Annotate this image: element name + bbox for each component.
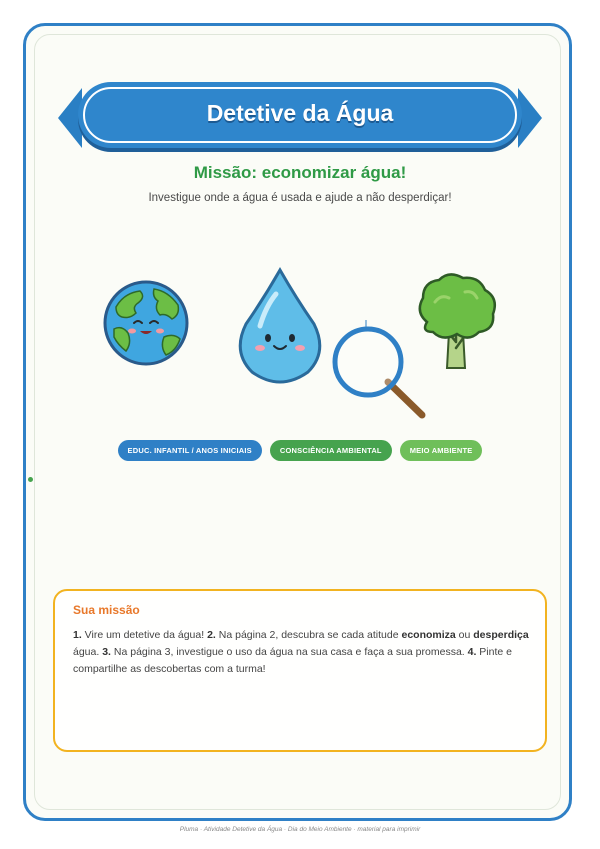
step-text: ou xyxy=(455,629,474,641)
title-banner xyxy=(58,82,542,154)
mission-box-text xyxy=(73,627,531,678)
subtitle: Investigue onde a água é usada e ajude a não desperdiçar! xyxy=(148,192,452,204)
earth-icon xyxy=(102,279,190,367)
step-text: água. xyxy=(73,646,103,658)
step-text: Na página 3, investigue o uso da água na sua casa e faça a sua promessa. xyxy=(110,646,468,658)
mission-box-title: Sua missão xyxy=(73,603,140,617)
tree-icon xyxy=(413,272,499,372)
decorative-dot xyxy=(28,477,33,482)
step-text: Pinte e compartilhe as descobertas com a turma! xyxy=(73,646,512,675)
water-drop-icon xyxy=(236,266,324,384)
step-number: 4. xyxy=(467,646,477,658)
footer: Pluma · Atividade Detetive da Água · Dia do Meio Ambiente · material para imprimir xyxy=(179,826,421,833)
step-number: 2. xyxy=(207,629,216,641)
emphasis-text: desperdiça xyxy=(473,629,529,641)
tag-educ-infantil: EDUC. INFANTIL / ANOS INICIAIS xyxy=(118,440,262,461)
mission-heading: Missão: economizar água! xyxy=(193,163,407,182)
tag-consciencia-ambiental: CONSCIÊNCIA AMBIENTAL xyxy=(270,440,392,461)
step-text: Na página 2, descubra se cada atitude xyxy=(215,629,402,641)
step-number: 3. xyxy=(102,646,111,658)
mission-box xyxy=(53,589,547,752)
step-number: 1. xyxy=(73,629,82,641)
emphasis-text: economiza xyxy=(401,629,456,641)
step-text: Vire um detetive da água! xyxy=(81,629,208,641)
tag-meio-ambiente: MEIO AMBIENTE xyxy=(400,440,483,461)
tag-list xyxy=(0,440,600,461)
page-title: Detetive da Água xyxy=(206,100,394,126)
